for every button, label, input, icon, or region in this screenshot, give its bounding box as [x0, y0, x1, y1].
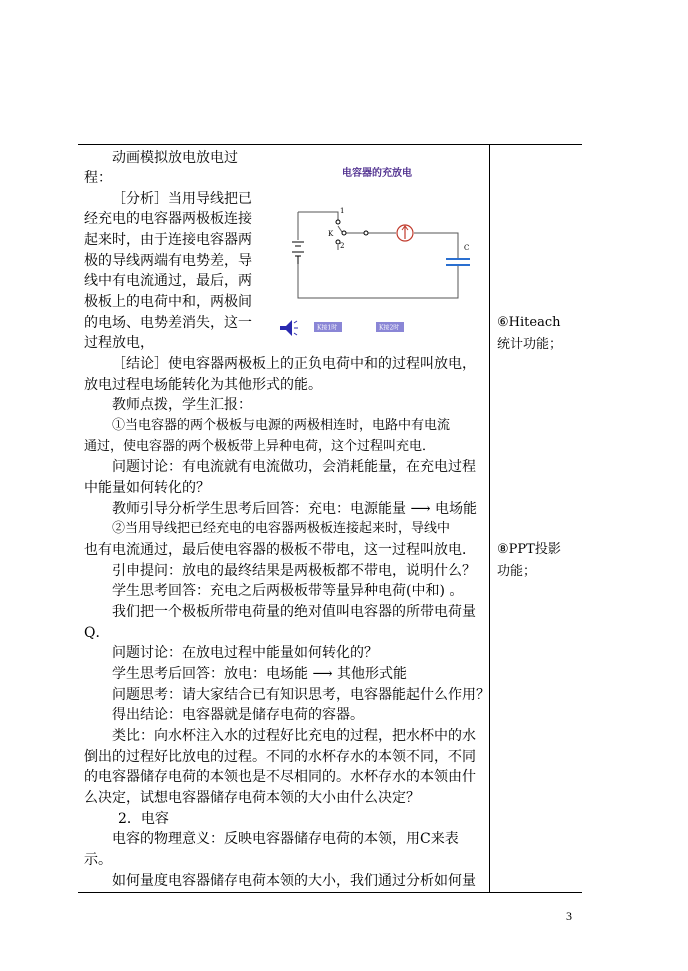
side-note: 功能；: [497, 564, 537, 579]
text-line: 通过，使电容器的两个极板带上异种电荷，这个过程叫充电．: [84, 439, 436, 454]
text-line: ［结论］使电容器两极板上的正负电荷中和的过程叫放电，: [112, 356, 476, 372]
label-contact-1: 1: [340, 207, 345, 215]
k-to-1-button[interactable]: [314, 322, 342, 332]
text-line: Q．: [84, 625, 110, 641]
text-line: 学生思考后回答：放电：电场能 ⟶ 其他形式能: [112, 666, 407, 682]
text-line: 也有电流通过，最后使电容器的极板不带电，这一过程叫放电．: [84, 542, 476, 558]
capacitor-bottom-plate: [446, 264, 470, 266]
text-line: 教师点拨，学生汇报：: [112, 397, 252, 413]
speaker-icon[interactable]: [280, 320, 298, 336]
text-line: ［分析］当用导线把已: [112, 191, 252, 207]
text-line: 极板上的电荷中和，两极间: [84, 294, 252, 310]
text-line: 问题讨论：有电流就有电流做功，会消耗能量，在充电过程: [112, 459, 476, 475]
side-note: 统计功能；: [497, 337, 563, 352]
table-bottom-border: [78, 892, 582, 893]
text-line: ①当电容器的两个极板与电源的两极相连时，电路中有电流: [112, 418, 451, 433]
capacitor-top-plate: [446, 258, 470, 260]
text-line: 的电场、电势差消失，这一: [84, 315, 252, 331]
figure-title: 电容器的充放电: [342, 168, 412, 179]
text-line: 线中有电流通过，最后，两: [84, 273, 252, 289]
page-number: 3: [566, 909, 572, 923]
capacitor-charge-discharge-figure: [280, 160, 490, 340]
switch-pivot: [342, 231, 346, 235]
text-line: 2．电容: [118, 811, 169, 827]
table-top-border: [78, 144, 582, 145]
text-line: 中能量如何转化的？: [84, 480, 210, 496]
text-line: 倒出的过程好比放电的过程。不同的水杯存水的本领不同，不同: [84, 749, 476, 765]
text-line: 引申提问：放电的最终结果是两极板都不带电，说明什么？: [112, 563, 476, 579]
switch-terminal: [364, 231, 368, 235]
text-line: 电容的物理意义：反映电容器储存电荷的本领，用C来表: [112, 831, 459, 847]
text-line: 教师引导分析学生思考后回答：充电：电源能量 ⟶ 电场能: [112, 501, 477, 517]
circuit-diagram: [280, 160, 490, 340]
text-line: 放电过程电场能转化为其他形式的能。: [84, 377, 322, 393]
side-note: ⑥Hiteach: [497, 315, 561, 330]
text-line: 如何量度电容器储存电荷本领的大小，我们通过分析如何量: [112, 873, 476, 889]
label-contact-2: 2: [340, 242, 345, 250]
k-to-2-button-label: K接2时: [379, 324, 400, 332]
text-line: 得出结论：电容器就是储存电荷的容器。: [112, 707, 364, 723]
text-line: 经充电的电容器两极板连接: [84, 211, 252, 227]
text-line: 类比：向水杯注入水的过程好比充电的过程，把水杯中的水: [112, 728, 476, 744]
text-line: 示。: [84, 852, 112, 868]
text-line: 的电容器储存电荷的本领也是不尽相同的。水杯存水的本领由什: [84, 769, 476, 785]
text-line: 过程放电，: [84, 335, 154, 351]
text-line: ②当用导线把已经充电的电容器两极板连接起来时，导线中: [112, 521, 451, 536]
text-line: 学生思考回答：充电之后两极板带等量异种电荷(中和) 。: [112, 583, 464, 599]
text-line: 极的导线两端有电势差，导: [84, 253, 252, 269]
side-note: ⑧PPT投影: [497, 542, 561, 557]
k-to-1-button-label: K接1时: [317, 324, 338, 332]
text-line: 程：: [84, 170, 112, 186]
label-switch-k: K: [328, 230, 334, 238]
text-line: 动画模拟放电放电过: [112, 150, 238, 166]
k-to-2-button[interactable]: [376, 322, 404, 332]
label-capacitor-c: C: [464, 244, 470, 252]
text-line: 问题讨论：在放电过程中能量如何转化的？: [112, 645, 378, 661]
text-line: 问题思考：请大家结合已有知识思考，电容器能起什么作用？: [112, 687, 490, 703]
text-line: 起来时，由于连接电容器两: [84, 232, 252, 248]
contact-1: [336, 220, 340, 224]
text-line: 我们把一个极板所带电荷量的绝对值叫电容器的所带电荷量: [112, 604, 476, 620]
text-line: 么决定，试想电容器储存电荷本领的大小由什么决定？: [84, 790, 420, 806]
